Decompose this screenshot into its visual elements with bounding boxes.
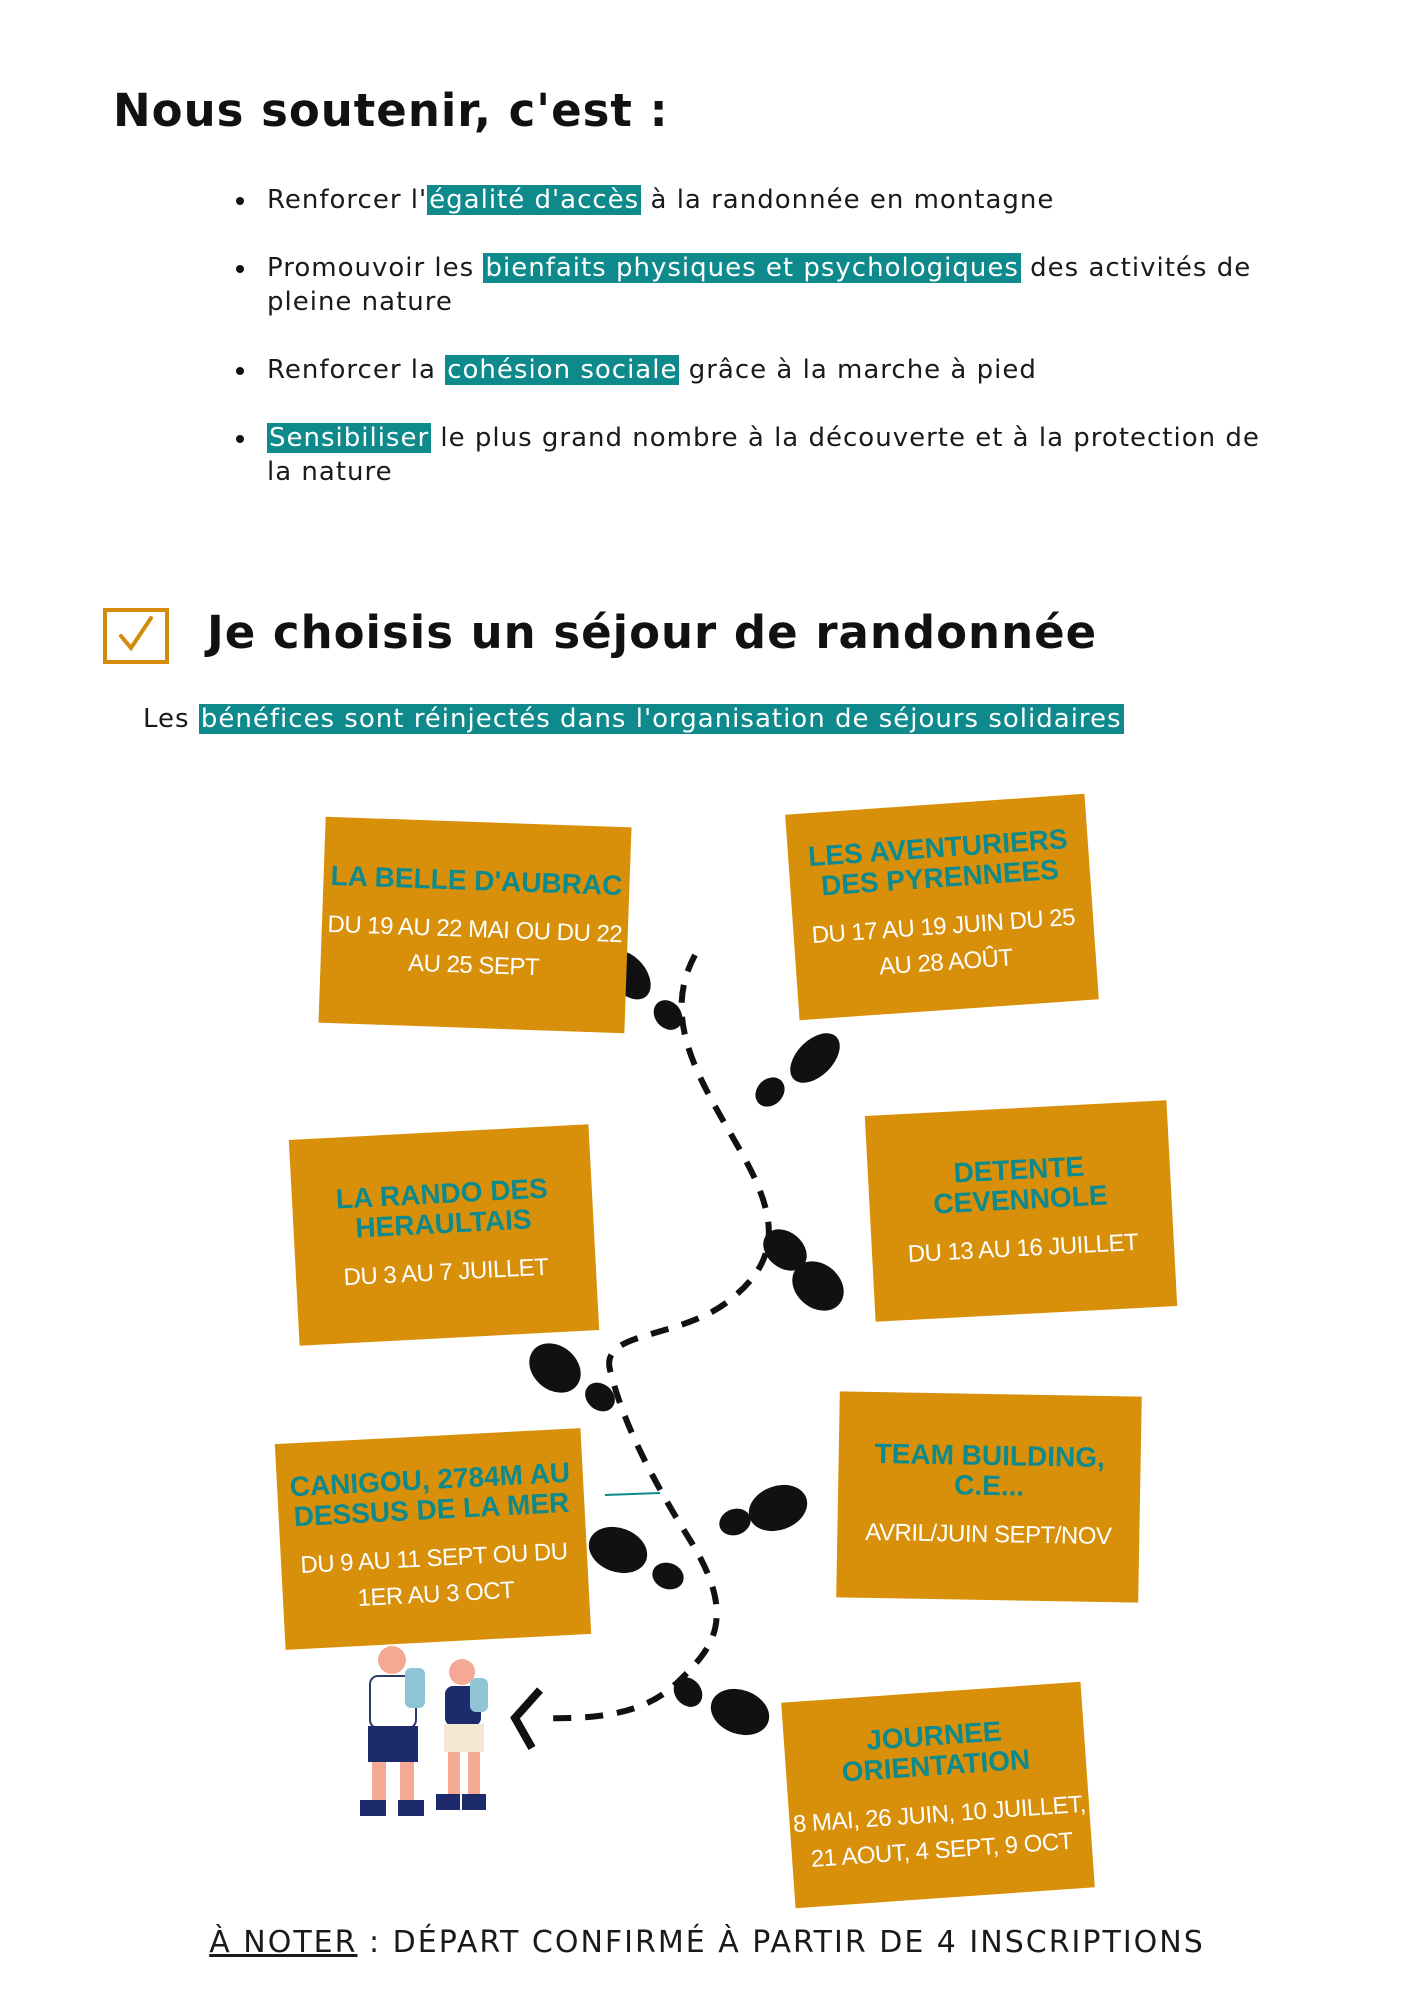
stay-card[interactable] (865, 1100, 1177, 1322)
stay-card[interactable] (318, 817, 631, 1034)
stay-title: TEAM BUILDING, C.E... (874, 1437, 1106, 1502)
arrow-icon (515, 1690, 540, 1748)
section-subtitle: Les bénéfices sont réinjectés dans l'organisation de séjours solidaires (143, 704, 1122, 734)
hikers-illustration (360, 1646, 488, 1816)
stay-dates: DU 13 AU 16 JUILLET (907, 1228, 1139, 1268)
stay-title: LA RANDO DES HERAULTAIS (335, 1172, 549, 1244)
footer-note: À NOTER : DÉPART CONFIRMÉ À PARTIR DE 4 INSCRIPTIONS (209, 1925, 1205, 1960)
stay-card[interactable] (836, 1391, 1142, 1602)
stay-dates: DU 3 AU 7 JUILLET (342, 1253, 549, 1292)
stay-dates: DU 17 AU 19 JUIN DU 25 AU 28 AOÛT (810, 903, 1076, 981)
stay-card[interactable] (275, 1428, 591, 1650)
list-item: Sensibiliser le plus grand nombre à la découverte et à la protection de la nature (232, 421, 1292, 489)
stay-title: LA BELLE D'AUBRAC (330, 859, 623, 902)
section-title: Je choisis un séjour de randonnée (207, 606, 1098, 659)
stay-title: LES AVENTURIERS DES PYRENNEES (807, 823, 1069, 902)
stay-card[interactable] (289, 1124, 599, 1345)
stay-title: JOURNEE ORIENTATION (840, 1715, 1032, 1788)
list-item: Promouvoir les bienfaits physiques et psychologiques des activités de pleine nature (232, 251, 1292, 319)
stay-dates: DU 19 AU 22 MAI OU DU 22 AU 25 SEPT (327, 910, 623, 982)
stay-card[interactable] (781, 1682, 1095, 1908)
stay-dates: AVRIL/JUIN SEPT/NOV (865, 1518, 1112, 1551)
stay-dates: DU 9 AU 11 SEPT OU DU 1ER AU 3 OCT (299, 1537, 569, 1613)
stay-title: CANIGOU, 2784M AU DESSUS DE LA MER (288, 1456, 571, 1533)
stay-title: DETENTE CEVENNOLE (932, 1150, 1109, 1220)
stay-dates: 8 MAI, 26 JUIN, 10 JUILLET, 21 AOUT, 4 SEPT, 9 OCT (792, 1790, 1087, 1873)
stay-card[interactable] (785, 794, 1099, 1020)
list-item: Renforcer l'égalité d'accès à la randonnée en montagne (232, 183, 1292, 217)
support-title: Nous soutenir, c'est : (113, 84, 669, 137)
list-item: Renforcer la cohésion sociale grâce à la marche à pied (232, 353, 1292, 387)
